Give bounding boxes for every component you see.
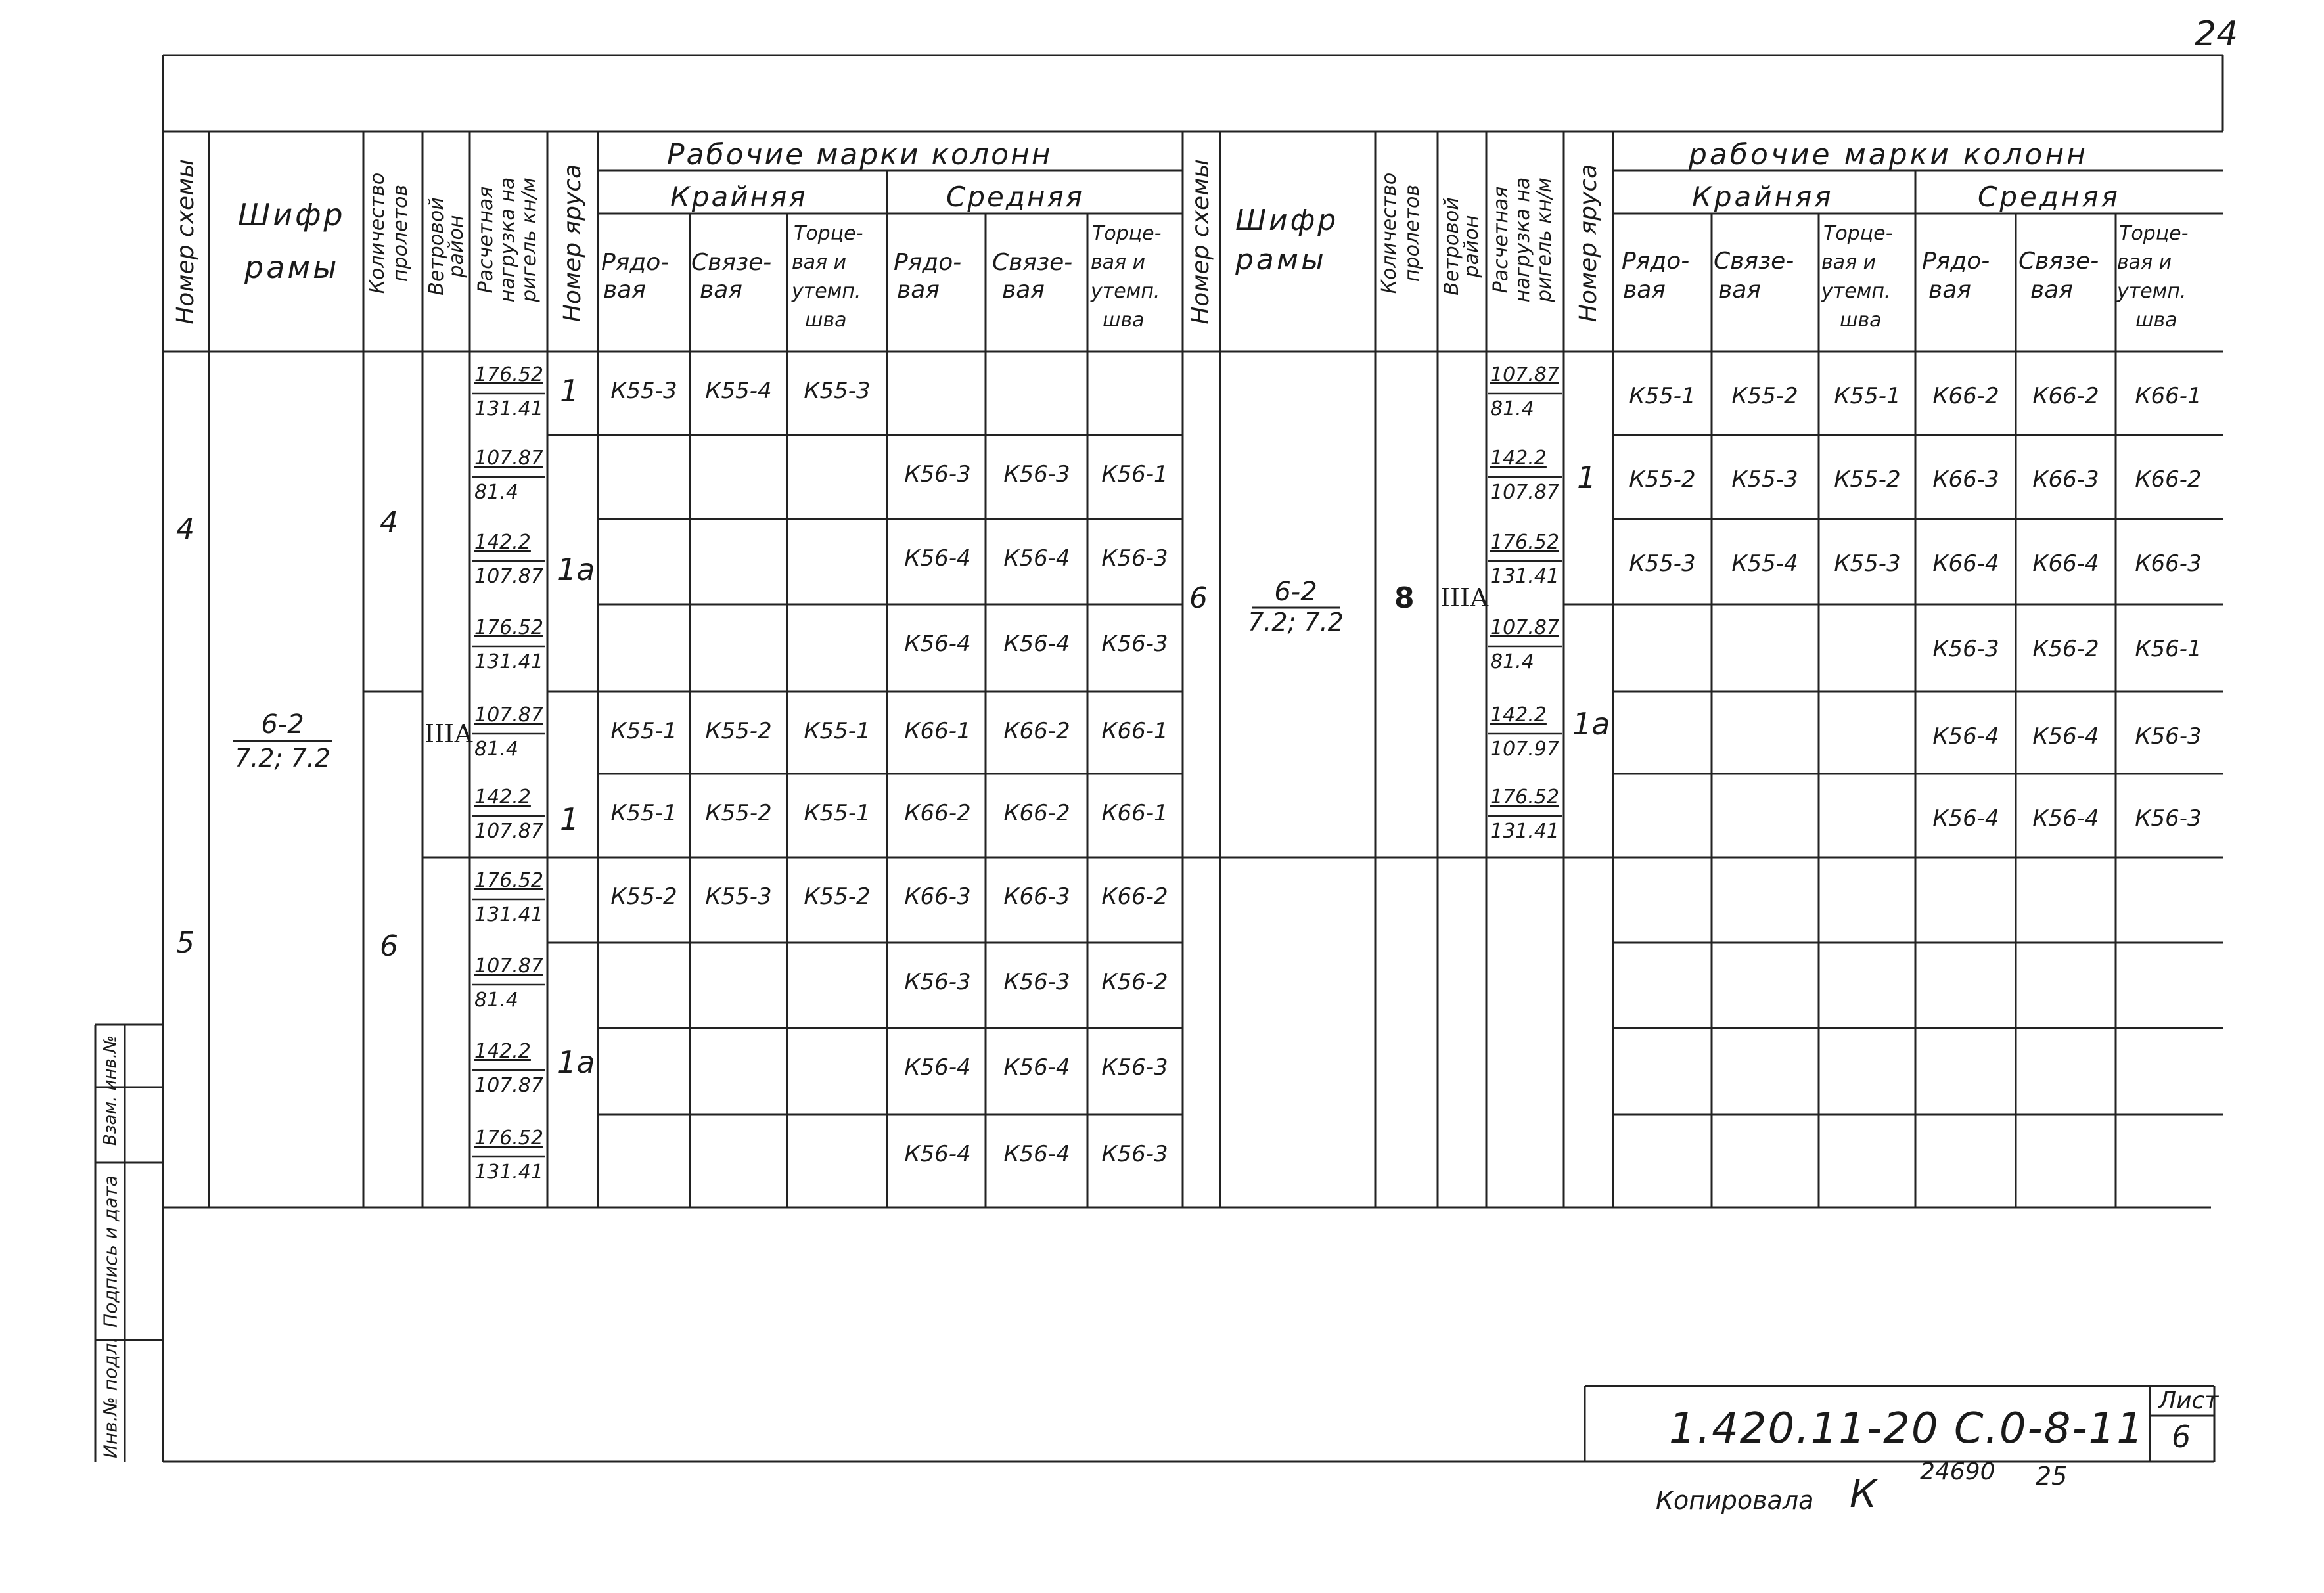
column-mark-bracing: К55-2 bbox=[705, 718, 772, 744]
load-upper-right: 176.52 bbox=[1490, 531, 1559, 554]
format-number: 25 bbox=[2036, 1462, 2068, 1491]
copy-number: 24690 bbox=[1920, 1458, 1995, 1485]
column-mark-m-row: К56-4 bbox=[904, 1054, 971, 1081]
header-scheme-no-right: Номер схемы bbox=[1187, 159, 1214, 325]
header-r-bracing-1: Связе- bbox=[1714, 248, 1794, 275]
load-lower: 107.87 bbox=[474, 565, 543, 588]
column-mark-m-row: К66-2 bbox=[904, 800, 971, 826]
column-mark-row: К55-1 bbox=[610, 800, 677, 826]
column-mark-row: К55-1 bbox=[610, 718, 677, 744]
load-upper: 142.2 bbox=[474, 531, 531, 554]
column-mark-m-bracing: К56-3 bbox=[1003, 461, 1070, 487]
column-mark-right-bracing: К55-2 bbox=[1731, 383, 1798, 409]
tier-1-a: 1 bbox=[560, 373, 580, 409]
column-mark-m-bracing: К66-2 bbox=[1003, 800, 1070, 826]
load-upper: 107.87 bbox=[474, 954, 543, 977]
header-wind-right-1: Ветровой bbox=[1440, 197, 1463, 296]
header-frame-code-2: рамы bbox=[244, 250, 340, 285]
column-mark-right-m-end: К56-3 bbox=[2135, 723, 2202, 750]
load-upper: 176.52 bbox=[474, 616, 543, 639]
column-mark-right-row: К55-2 bbox=[1629, 466, 1696, 493]
column-mark-m-bracing: К66-2 bbox=[1003, 718, 1070, 744]
load-lower-right: 107.97 bbox=[1490, 738, 1559, 761]
header-spans-2: пролетов bbox=[389, 184, 412, 282]
column-mark-m-bracing: К56-3 bbox=[1003, 969, 1070, 995]
column-mark-m-row: К66-1 bbox=[904, 718, 971, 744]
column-mark-m-bracing: К56-4 bbox=[1003, 1141, 1070, 1167]
column-mark-m-end: К56-1 bbox=[1101, 461, 1168, 487]
column-mark-right-end: К55-2 bbox=[1834, 466, 1901, 493]
column-mark-m-bracing: К56-4 bbox=[1003, 1054, 1070, 1081]
column-mark-right-bracing: К55-4 bbox=[1731, 550, 1798, 577]
load-upper: 107.87 bbox=[474, 447, 543, 470]
column-mark-m-end: К56-2 bbox=[1101, 969, 1168, 995]
scheme-4: 4 bbox=[176, 512, 194, 546]
tier-1-b: 1 bbox=[560, 801, 580, 837]
load-upper-right: 176.52 bbox=[1490, 786, 1559, 809]
column-mark-m-bracing: К56-4 bbox=[1003, 631, 1070, 657]
header-m-end-3: утемп. bbox=[1091, 280, 1160, 303]
header-r-row-1: Рядо- bbox=[1622, 248, 1690, 275]
column-mark-m-bracing: К66-3 bbox=[1003, 884, 1070, 910]
column-mark-bracing: К55-2 bbox=[705, 800, 772, 826]
load-lower-right: 107.87 bbox=[1490, 481, 1559, 504]
column-mark-right-m-end: К66-2 bbox=[2135, 466, 2202, 493]
header-end-1: Торце- bbox=[794, 222, 863, 245]
header-end-3: утемп. bbox=[792, 280, 861, 303]
header-load-3: ригель кн/м bbox=[518, 177, 541, 302]
column-mark-right-m-end: К56-3 bbox=[2135, 805, 2202, 832]
column-mark-bracing: К55-4 bbox=[705, 378, 772, 404]
header-rm-row-1: Рядо- bbox=[1922, 248, 1990, 275]
column-mark-m-end: К56-3 bbox=[1101, 631, 1168, 657]
column-mark-m-end: К66-1 bbox=[1101, 718, 1168, 744]
column-mark-end: К55-1 bbox=[804, 800, 871, 826]
column-mark-right-m-row: К56-3 bbox=[1932, 636, 1999, 662]
column-mark-m-row: К66-3 bbox=[904, 884, 971, 910]
side-inv-no: Инв.№ подл. bbox=[99, 1337, 122, 1458]
header-frame-code-right-1: Шифр bbox=[1235, 204, 1339, 237]
spans-4: 4 bbox=[380, 506, 398, 539]
header-edge-right: Крайняя bbox=[1692, 181, 1834, 213]
load-lower-right: 81.4 bbox=[1490, 650, 1534, 673]
column-mark-right-m-bracing: К56-2 bbox=[2032, 636, 2099, 662]
header-load-2: нагрузка на bbox=[496, 177, 519, 303]
column-mark-right-m-end: К56-1 bbox=[2135, 636, 2202, 662]
load-upper: 142.2 bbox=[474, 1040, 531, 1063]
column-mark-end: К55-2 bbox=[804, 884, 871, 910]
load-lower: 131.41 bbox=[474, 650, 543, 673]
header-m-bracing-1: Связе- bbox=[992, 249, 1073, 276]
column-mark-m-end: К66-2 bbox=[1101, 884, 1168, 910]
header-working-marks: Рабочие марки колонн bbox=[667, 138, 1053, 171]
frame-code-den: 7.2; 7.2 bbox=[235, 744, 330, 773]
header-spans-right-1: Количество bbox=[1378, 172, 1401, 294]
column-mark-right-end: К55-1 bbox=[1834, 383, 1901, 409]
sheet-number: 6 bbox=[2172, 1419, 2191, 1454]
column-mark-right-m-bracing: К66-4 bbox=[2032, 550, 2099, 577]
load-lower: 107.87 bbox=[474, 1074, 543, 1097]
side-signature-date: Подпись и дата bbox=[99, 1175, 122, 1328]
wind-region: IIIА bbox=[424, 719, 473, 748]
header-rm-end-3: утемп. bbox=[2117, 280, 2187, 303]
header-tier-no: Номер яруса bbox=[559, 164, 586, 323]
column-mark-right-m-row: К56-4 bbox=[1932, 723, 1999, 750]
header-r-end-1: Торце- bbox=[1823, 222, 1893, 245]
column-mark-right-m-row: К66-2 bbox=[1932, 383, 1999, 409]
load-upper-right: 142.2 bbox=[1490, 447, 1547, 470]
load-upper-right: 142.2 bbox=[1490, 704, 1547, 727]
header-bracing-1: Связе- bbox=[691, 249, 772, 276]
column-mark-bracing: К55-3 bbox=[705, 884, 772, 910]
tier-right-1: 1 bbox=[1577, 460, 1597, 495]
frame-code-num: 6-2 bbox=[261, 709, 304, 740]
header-wind-right-2: район bbox=[1460, 215, 1483, 278]
load-upper-right: 107.87 bbox=[1490, 363, 1559, 386]
header-rm-end-4: шва bbox=[2135, 309, 2177, 332]
header-m-end-2: вая и bbox=[1091, 251, 1146, 274]
load-upper: 176.52 bbox=[474, 869, 543, 892]
header-load-right-3: ригель кн/м bbox=[1533, 177, 1556, 302]
header-rm-end-1: Торце- bbox=[2119, 222, 2189, 245]
scheme-6: 6 bbox=[1189, 581, 1208, 615]
column-mark-m-end: К56-3 bbox=[1101, 1141, 1168, 1167]
load-lower: 131.41 bbox=[474, 903, 543, 926]
header-working-marks-right: рабочие марки колонн bbox=[1689, 138, 2088, 171]
header-row-1: Рядо- bbox=[601, 249, 670, 276]
column-mark-right-m-row: К66-3 bbox=[1932, 466, 1999, 493]
spans-8: 8 bbox=[1394, 581, 1415, 615]
header-middle-right: Средняя bbox=[1978, 181, 2120, 213]
load-lower: 107.87 bbox=[474, 820, 543, 843]
load-upper: 176.52 bbox=[474, 363, 543, 386]
tier-right-1a: 1а bbox=[1572, 706, 1610, 742]
copied-by-label: Копировала bbox=[1656, 1486, 1814, 1515]
header-rm-bracing-2: вая bbox=[2030, 277, 2073, 303]
column-mark-right-m-bracing: К66-3 bbox=[2032, 466, 2099, 493]
header-rm-row-2: вая bbox=[1928, 277, 1971, 303]
header-wind-2: район bbox=[445, 215, 468, 278]
doc-code: 1.420.11-20 С.0-8-11 bbox=[1669, 1404, 2145, 1453]
header-scheme-no: Номер схемы bbox=[172, 159, 199, 325]
header-spans-right-2: пролетов bbox=[1401, 184, 1424, 282]
column-mark-row: К55-2 bbox=[610, 884, 677, 910]
column-mark-right-m-bracing: К56-4 bbox=[2032, 805, 2099, 832]
page-number: 24 bbox=[2195, 14, 2239, 54]
header-load-right-1: Расчетная bbox=[1490, 186, 1513, 294]
column-mark-m-row: К56-4 bbox=[904, 545, 971, 572]
wind-region-right: IIIА bbox=[1440, 583, 1489, 612]
column-mark-m-end: К66-1 bbox=[1101, 800, 1168, 826]
column-mark-m-row: К56-3 bbox=[904, 461, 971, 487]
load-upper: 176.52 bbox=[474, 1127, 543, 1150]
load-upper-right: 107.87 bbox=[1490, 616, 1559, 639]
column-mark-right-m-end: К66-1 bbox=[2135, 383, 2202, 409]
column-mark-m-end: К56-3 bbox=[1101, 1054, 1168, 1081]
copier-signature: К bbox=[1850, 1471, 1877, 1516]
load-lower: 81.4 bbox=[474, 989, 518, 1012]
column-mark-m-row: К56-4 bbox=[904, 631, 971, 657]
column-mark-right-end: К55-3 bbox=[1834, 550, 1901, 577]
header-m-row-1: Рядо- bbox=[894, 249, 962, 276]
column-mark-m-row: К56-3 bbox=[904, 969, 971, 995]
column-mark-right-m-row: К56-4 bbox=[1932, 805, 1999, 832]
load-lower: 131.41 bbox=[474, 1161, 543, 1184]
header-frame-code-1: Шифр bbox=[238, 197, 346, 233]
column-mark-right-row: К55-3 bbox=[1629, 550, 1696, 577]
sheet-label: Лист bbox=[2158, 1387, 2219, 1414]
header-r-bracing-2: вая bbox=[1718, 277, 1761, 303]
scheme-5: 5 bbox=[176, 926, 194, 960]
column-mark-right-m-row: К66-4 bbox=[1932, 550, 1999, 577]
column-mark-m-bracing: К56-4 bbox=[1003, 545, 1070, 572]
column-mark-right-row: К55-1 bbox=[1629, 383, 1696, 409]
header-frame-code-right-2: рамы bbox=[1235, 243, 1327, 277]
header-m-bracing-2: вая bbox=[1002, 277, 1045, 303]
frame-code-right-num: 6-2 bbox=[1274, 577, 1317, 607]
header-r-end-4: шва bbox=[1840, 309, 1882, 332]
header-wind-1: Ветровой bbox=[425, 197, 448, 296]
load-lower-right: 131.41 bbox=[1490, 820, 1559, 843]
column-mark-right-m-end: К66-3 bbox=[2135, 550, 2202, 577]
header-edge: Крайняя bbox=[670, 181, 808, 213]
column-mark-end: К55-3 bbox=[804, 378, 871, 404]
header-tier-no-right: Номер яруса bbox=[1575, 164, 1602, 323]
column-mark-end: К55-1 bbox=[804, 718, 871, 744]
header-bracing-2: вая bbox=[700, 277, 742, 303]
header-m-end-1: Торце- bbox=[1092, 222, 1162, 245]
header-load-right-2: нагрузка на bbox=[1511, 177, 1534, 303]
side-replacement-inv: Взам. инв.№ bbox=[101, 1035, 120, 1146]
header-m-end-4: шва bbox=[1103, 309, 1145, 332]
load-lower-right: 131.41 bbox=[1490, 565, 1559, 588]
header-load-1: Расчетная bbox=[474, 186, 497, 294]
column-mark-right-m-bracing: К56-4 bbox=[2032, 723, 2099, 750]
spans-6: 6 bbox=[380, 930, 398, 963]
load-lower: 81.4 bbox=[474, 738, 518, 761]
header-rm-bracing-1: Связе- bbox=[2018, 248, 2099, 275]
header-r-end-2: вая и bbox=[1821, 251, 1877, 274]
header-end-2: вая и bbox=[792, 251, 847, 274]
header-end-4: шва bbox=[805, 309, 847, 332]
column-mark-right-bracing: К55-3 bbox=[1731, 466, 1798, 493]
tier-1a-b: 1а bbox=[557, 1044, 595, 1080]
column-mark-row: К55-3 bbox=[610, 378, 677, 404]
header-rm-end-2: вая и bbox=[2117, 251, 2172, 274]
column-mark-right-m-bracing: К66-2 bbox=[2032, 383, 2099, 409]
load-upper: 107.87 bbox=[474, 704, 543, 727]
load-lower-right: 81.4 bbox=[1490, 397, 1534, 420]
frame-code-right-den: 7.2; 7.2 bbox=[1248, 608, 1344, 637]
tier-1a-a: 1а bbox=[557, 552, 595, 587]
header-middle: Средняя bbox=[946, 181, 1084, 213]
header-m-row-2: вая bbox=[897, 277, 940, 303]
header-row-2: вая bbox=[603, 277, 646, 303]
header-r-end-3: утемп. bbox=[1821, 280, 1891, 303]
column-mark-m-row: К56-4 bbox=[904, 1141, 971, 1167]
header-spans-1: Количество bbox=[366, 172, 389, 294]
header-r-row-2: вая bbox=[1623, 277, 1666, 303]
load-lower: 131.41 bbox=[474, 397, 543, 420]
column-mark-m-end: К56-3 bbox=[1101, 545, 1168, 572]
load-upper: 142.2 bbox=[474, 786, 531, 809]
load-lower: 81.4 bbox=[474, 481, 518, 504]
